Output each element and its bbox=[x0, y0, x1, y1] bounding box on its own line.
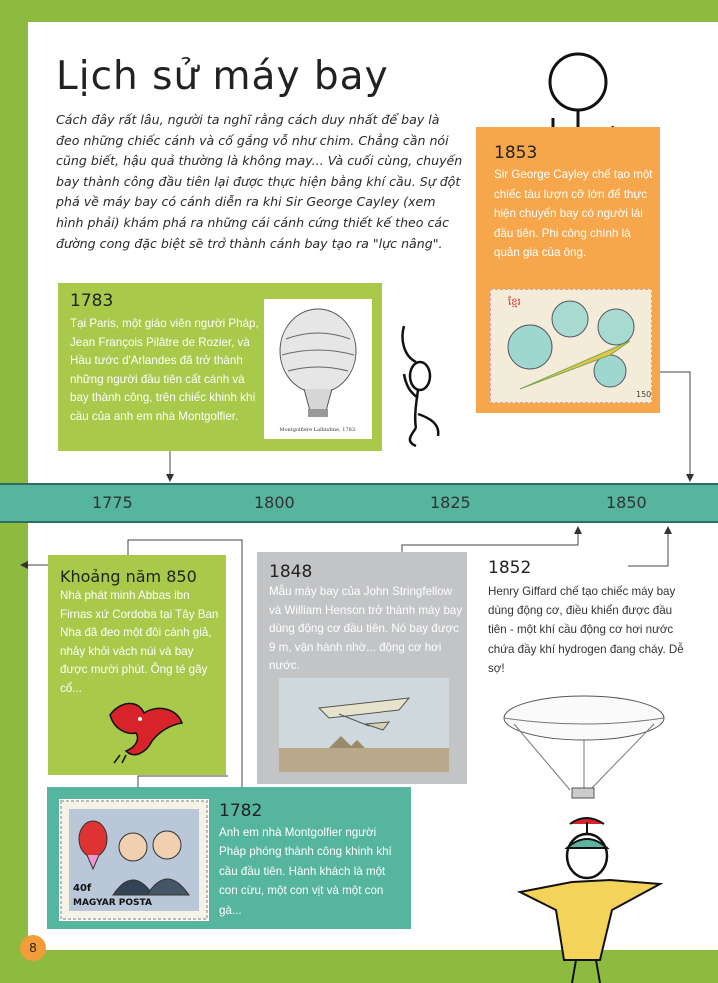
tick-1850: 1850 bbox=[606, 493, 647, 512]
card-1782-year: 1782 bbox=[219, 801, 263, 821]
card-1853-text: Sir George Cayley chế tạo một chiếc tàu lượn cỡ lớn để thực hiện chuyến bay có người lái đầu tiên. Phi công chính là quản gia của ông. bbox=[494, 168, 653, 260]
stamp-value-1782: 40f bbox=[73, 883, 92, 894]
page-title: Lịch sử máy bay bbox=[56, 54, 389, 99]
balloon-caption: Montgolfière Lallindine, 1783. bbox=[279, 427, 357, 433]
page-number: 8 bbox=[20, 935, 46, 961]
card-1853-year: 1853 bbox=[494, 143, 538, 163]
card-1782-text: Anh em nhà Montgolfier người Pháp phóng thành công khinh khí cầu đầu tiên. Hành khách là một con cừu, một con vịt và một con gà... bbox=[219, 826, 392, 917]
card-1848-text: Mẫu máy bay của John Stringfellow và William Henson trở thành máy bay dùng động cơ đầu tiên. Nó bay được 9 m, vận hành nhờ... động cơ hơi nước. bbox=[269, 585, 463, 673]
card-850-year: Khoảng năm 850 bbox=[60, 567, 197, 586]
card-1852-text: Henry Giffard chế tạo chiếc máy bay dùng động cơ, điều khiển được đầu tiên - một khí cầu động cơ hơi nước chứa đầy khí hydrogen đang cháy. Dễ sợ! bbox=[488, 585, 684, 675]
intro-paragraph: Cách đây rất lâu, người ta nghĩ rằng cách duy nhất để bay là đeo những chiếc cánh và cố gắng vỗ như chim. Chẳng cần nói cũng biết, hậu quả thường là không may... Và cuối cùng, chuyến bay thành công đầu tiên lại được thực hiện bằng khí cầu. Sự đột phá về máy bay có cánh diễn ra khi Sir George Cayley (xem hình phải) khám phá ra những cái cánh cứng thiết kế theo các đường cong đặc biệt sẽ trở thành cánh bay tạo ra "lực nâng". bbox=[56, 112, 463, 251]
card-1783-year: 1783 bbox=[70, 291, 114, 311]
card-850-text: Nhà phát minh Abbas ibn Firnas xứ Cordoba tại Tây Ban Nha đã đeo một đôi cánh giả, nhảy khỏi vách núi và bay được mười phút. Ông té gãy cổ... bbox=[60, 589, 219, 695]
card-1848-year: 1848 bbox=[269, 562, 313, 582]
stamp-value-text: 150 bbox=[636, 390, 652, 399]
card-1783-text: Tại Paris, một giáo viên người Pháp, Jean François Pilâtre de Rozier, và Hầu tước d'Arlandes đã trở thành những người đầu tiên cất cánh và bay thành công, trên chiếc khinh khí cầu của anh em nhà Montgolfier. bbox=[70, 317, 259, 423]
stamp-country-1782: MAGYAR POSTA bbox=[73, 898, 152, 908]
stamp-country-text: ខ្មែរ bbox=[508, 297, 521, 308]
tick-1775: 1775 bbox=[92, 493, 133, 512]
card-1852-year: 1852 bbox=[488, 558, 532, 578]
tick-1825: 1825 bbox=[430, 493, 471, 512]
tick-1800: 1800 bbox=[254, 493, 295, 512]
